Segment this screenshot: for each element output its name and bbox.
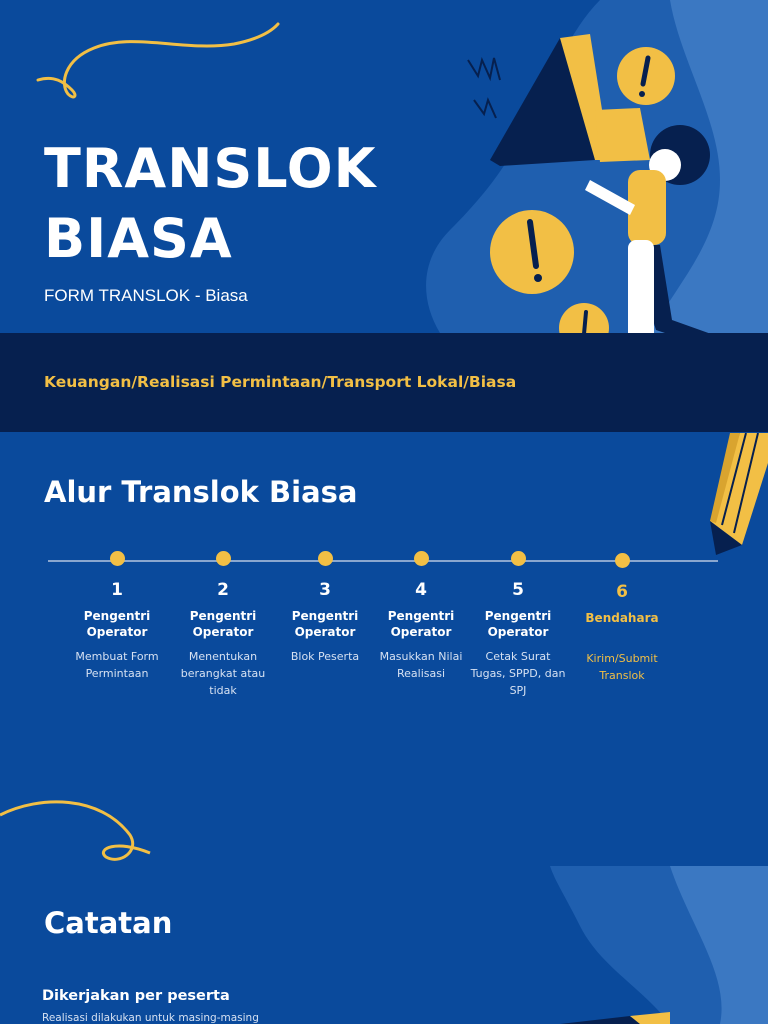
step-description: [275, 648, 375, 665]
step-description: [67, 648, 167, 682]
step-role: [67, 608, 167, 642]
background-blob-shape: [520, 866, 768, 1024]
step-role-line: Pengentri: [189, 609, 257, 623]
step-desc-line: Masukkan Nilai: [379, 650, 463, 663]
step-number: 4: [415, 580, 427, 600]
pencil-icon: [700, 433, 768, 563]
step-description: [572, 650, 672, 684]
flow-title: Alur Translok Biasa: [44, 475, 358, 509]
timeline-dot: [511, 551, 526, 566]
timeline-step: [468, 551, 568, 699]
step-role-line: Bendahara: [585, 611, 659, 625]
step-number: 2: [217, 580, 229, 600]
step-description: [173, 648, 273, 699]
step-role-line: Operator: [294, 625, 356, 639]
notes-title: Catatan: [44, 906, 173, 940]
step-role: [173, 608, 273, 642]
step-role-line: Operator: [192, 625, 254, 639]
step-desc-line: Permintaan: [85, 667, 149, 680]
step-desc-line: Blok Peserta: [290, 650, 360, 663]
timeline-step: [371, 551, 471, 682]
timeline-dot: [110, 551, 125, 566]
step-desc-line: Kirim/Submit: [586, 652, 658, 665]
step-role: [275, 608, 375, 642]
cover-title-line1: TRANSLOK: [44, 137, 377, 200]
cover-slide: [0, 0, 768, 432]
step-role: [468, 608, 568, 642]
timeline-step: [173, 551, 273, 699]
squiggle-decoration: [0, 795, 170, 865]
flow-slide: [0, 433, 768, 865]
step-desc-line: Menentukan: [188, 650, 258, 663]
step-role: [572, 610, 672, 644]
step-role-line: Operator: [487, 625, 549, 639]
cover-title: [44, 134, 424, 274]
step-role-line: Operator: [86, 625, 148, 639]
step-desc-line: Cetak Surat: [485, 650, 551, 663]
step-description: [371, 648, 471, 682]
step-role-line: Pengentri: [83, 609, 151, 623]
step-number: 3: [319, 580, 331, 600]
timeline-dot: [216, 551, 231, 566]
note-item-text: Realisasi dilakukan untuk masing-masing: [42, 1012, 259, 1024]
step-role-line: Pengentri: [387, 609, 455, 623]
timeline-dot: [615, 553, 630, 568]
cover-title-line2: BIASA: [44, 207, 233, 270]
timeline-step: [275, 551, 375, 665]
step-number: 6: [616, 582, 628, 602]
cover-subtitle: FORM TRANSLOK - Biasa: [44, 286, 248, 305]
step-role-line: Pengentri: [484, 609, 552, 623]
step-desc-line: Membuat Form: [75, 650, 159, 663]
note-item-title: Dikerjakan per peserta: [42, 988, 230, 1004]
timeline-dot: [318, 551, 333, 566]
squiggle-decoration: [34, 20, 284, 100]
step-desc-line: Translok: [599, 669, 645, 682]
notes-slide: [0, 866, 768, 1024]
step-desc-line: berangkat atau: [180, 667, 266, 680]
step-desc-line: SPJ: [509, 684, 527, 697]
step-number: 5: [512, 580, 524, 600]
step-desc-line: Tugas, SPPD, dan: [470, 667, 566, 680]
step-desc-line: Realisasi: [396, 667, 446, 680]
step-description: [468, 648, 568, 699]
step-role-line: Operator: [390, 625, 452, 639]
timeline-dot: [414, 551, 429, 566]
step-role-line: Pengentri: [291, 609, 359, 623]
step-number: 1: [111, 580, 123, 600]
timeline-step: [67, 551, 167, 682]
step-role: [371, 608, 471, 642]
step-desc-line: tidak: [209, 684, 237, 697]
timeline-step: [572, 553, 672, 684]
breadcrumb: Keuangan/Realisasi Permintaan/Transport Lokal/Biasa: [44, 373, 517, 391]
